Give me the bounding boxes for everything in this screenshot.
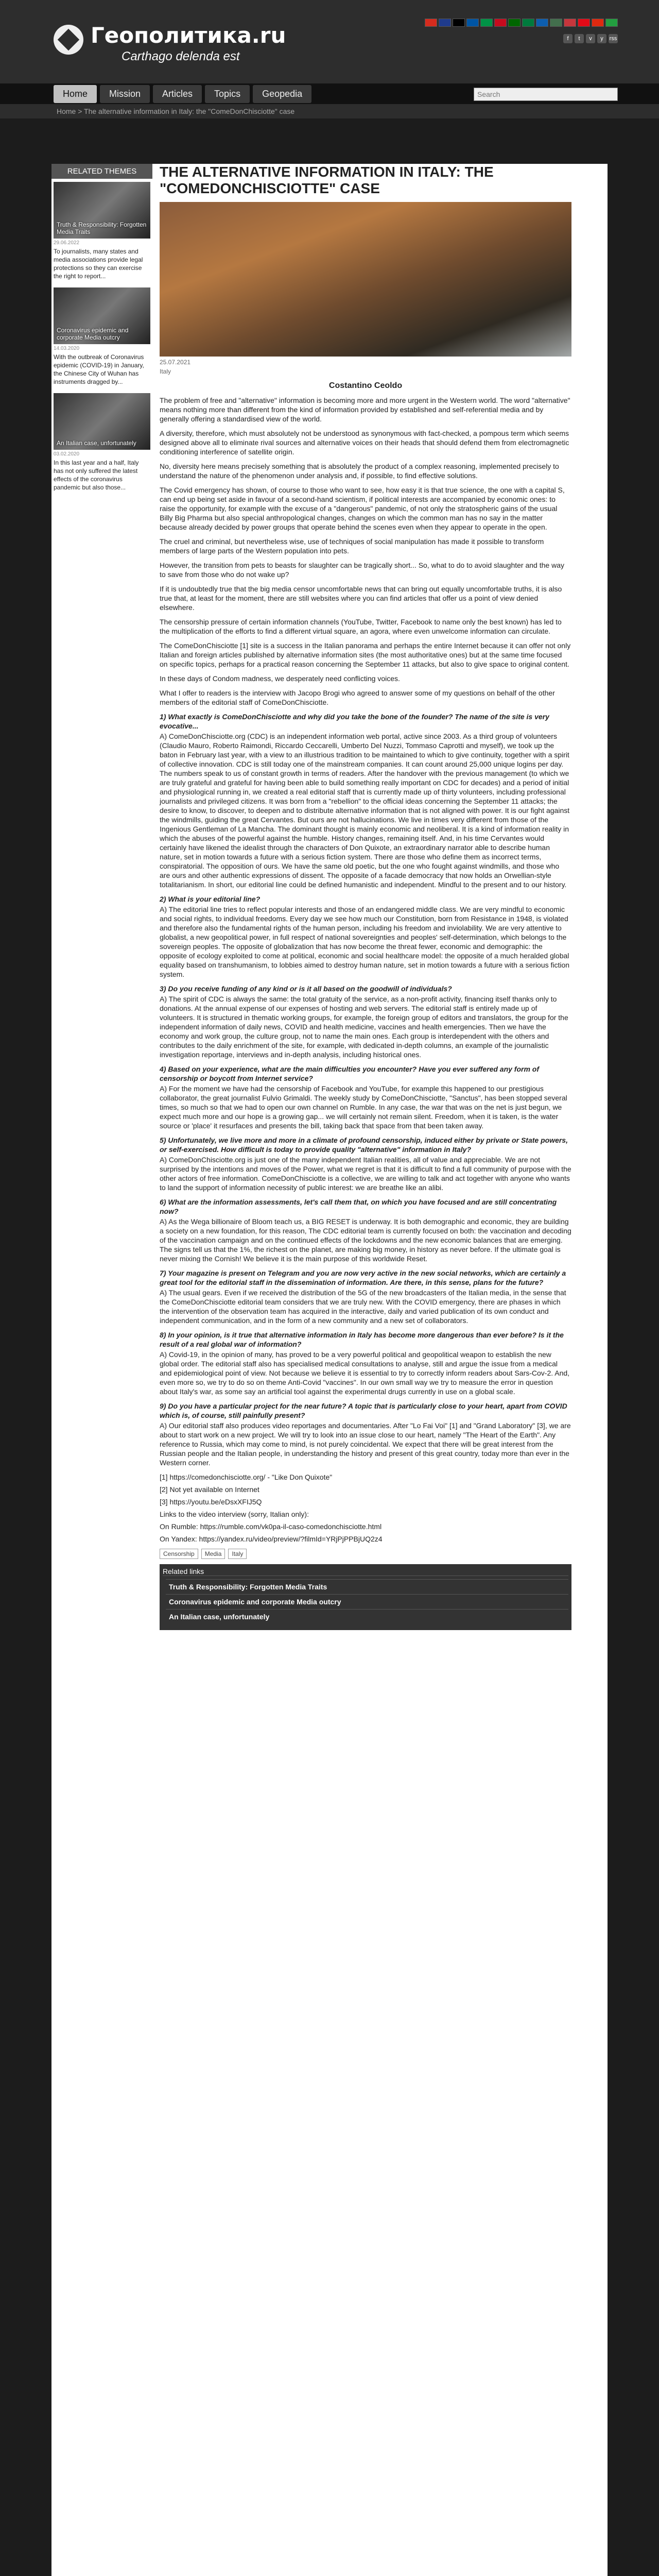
- interview-answer: A) ComeDonChisciotte.org (CDC) is an independent information web portal, active since 2003. As a third group of volunteers (Claudio Mauro, Roberto Raimondi, Riccardo Ceccarelli, Umberto Del Nuzzi, Tommaso Caprotti and myself), we took up the baton in February last year, with a view to an illustrious tradition to be maintained to which to give continuity, together with a spirit of collective innovation. CDC is still today one of the mainstream companies. It can count around 25,000 unique logins per day. The numbers speak to us of constant growth in terms of readers. After the handover with the previous management (to which we are truly grateful and grateful for having been able to build something really important on CDC for decades) and a period of initial and physiological running in, we created a real editorial staff that is currently made up of thirty volunteers, including professional journalists and privileged citizens. It was born from a "rebellion" to the official ideas concerning the September 11 attacks; the desire to know, to discover, to deepen and to distribute alternative information that is not aligned with power. It is our fight against the windmills, guiding the great Cervantes. But ours are not hallucinations. We live in times very different from those of the Ingenious Gentleman of La Mancha. The dominant thought is mainly economic and neoliberal. It is a kind of information reality in which the abuses of the powerful against the humble. History changes, remaining itself. And, in his time Cervantes would certainly have likened the idealist through the characters of Don Quixote, an extraordinary narrator able to describe human nature, set in motion towards a future with a serious fiction system. There are those who define them as incorrect terms, conspiratorial. The opposition of ours. We have the same old poetic, but the one who fought against windmills, and those who are ours and other authentic expressions of dissent. The opposite of a facade democracy that now holds an Orwellian-style totalitarianism. In short, our editorial line could be defined humanistic and independent. Mindful to the present and to our history.: [160, 732, 570, 889]
- social-f-icon[interactable]: f: [563, 34, 573, 43]
- flag-it-icon[interactable]: [480, 19, 493, 27]
- related-link[interactable]: Coronavirus epidemic and corporate Media outcry: [166, 1594, 568, 1609]
- interview-question: 6) What are the information assessments, let's call them that, on which you have focused and are still concentrating now?: [160, 1198, 557, 1215]
- interview-question: 9) Do you have a particular project for the near future? A topic that is particularly close to your heart, apart from COVID which is, of course, still painfully present?: [160, 1402, 567, 1419]
- article-paragraph: The Covid emergency has shown, of course to those who want to see, how easy it is that true science, the one with a capital S, can end up being set aside in favour of a second-hand scientism, if political interests are accompanied by economic ones: to raise the opportunity, for example with the excuse of a "dangerous" pandemic, of not only the stratospheric gains of the usual Billy Big Pharma but also special anthropological changes, changes on which the common man has no say in the matter because already decided by power groups that operate behind the scenes even when they appear to operate in the open.: [160, 486, 565, 531]
- interview-question: 1) What exactly is ComeDonChisciotte and why did you take the bone of the founder? The name of the site is very evocative...: [160, 713, 549, 730]
- article-link[interactable]: [2] Not yet available on Internet: [160, 1485, 259, 1494]
- language-flags: [425, 19, 618, 27]
- article-tag[interactable]: Media: [201, 1549, 226, 1559]
- article-link[interactable]: [3] https://youtu.be/eDsxXFIJ5Q: [160, 1498, 262, 1506]
- interview-answer: A) Our editorial staff also produces video reportages and documentaries. After "Lo Fai Voi" [1] and "Grand Laboratory" [3], we are about to start work on a new project. We will try to look into an issue close to our heart, namely "The Heart of the Earth". Any reference to Russia, which may come to mind, is not purely coincidental. We expect that there will be great interest from the Russian people and the Italian people, in understanding the history and present of this great country, today more than ever in the Western corner.: [160, 1421, 571, 1467]
- sidebar-item-date: 14.03.2020: [54, 346, 80, 351]
- flag-hu-icon[interactable]: [550, 19, 562, 27]
- social-v-icon[interactable]: v: [586, 34, 595, 43]
- sidebar-item-caption[interactable]: Coronavirus epidemic and corporate Media outcry: [57, 327, 129, 341]
- article-links: [160, 1472, 571, 1544]
- article-tags: [160, 1549, 571, 1559]
- flag-rs-icon[interactable]: [564, 19, 576, 27]
- article-paragraph: However, the transition from pets to beasts for slaughter can be tragically short... So, what to do to avoid slaughter and the way to save from those who do not wake up?: [160, 561, 564, 579]
- sidebar-item-caption[interactable]: An Italian case, unfortunately: [57, 439, 136, 447]
- article-link[interactable]: On Rumble: https://rumble.com/vk0pa-il-caso-comedonchisciotte.html: [160, 1522, 382, 1531]
- related-heading: Related links: [163, 1567, 204, 1575]
- social-t-icon[interactable]: t: [575, 34, 584, 43]
- interview-answer: A) ComeDonChisciotte.org is just one of the many independent Italian realities, all of value and appreciable. We are not surprised by the intentions and moves of the Power, what we regret is that it is difficult to find a full community of purpose with the other actors of free information. ComeDonChisciotte is a collective, we are willing to talk and act together with anyone who wants to land the support of information necessity of public interest: we are breathe like an alibi.: [160, 1156, 571, 1192]
- interview-answer: A) The usual gears. Even if we received the distribution of the 5G of the new broadcasters of the Italian media, in the sense that the ComeDonChisciotte editorial team considers that we are truly new. With the COVID emergency, there are phases in which the intervention of the observation team has acquired in the interactive, daily and varied publication of its own conduct and independent communication, and in the form of a new community and a new set of collaborators.: [160, 1289, 566, 1325]
- sidebar-item-image[interactable]: [54, 182, 150, 239]
- article-paragraph: If it is undoubtedly true that the big media censor uncomfortable news that can bring out equally uncomfortable truths, it is also true that, at least for the moment, there are still websites where you can find articles that offer us a point of view denied elsewhere.: [160, 585, 562, 612]
- sidebar-item-text: To journalists, many states and media associations provide legal protections so they can exercise the right to report...: [54, 248, 143, 280]
- interview-question: 3) Do you receive funding of any kind or is it all based on the goodwill of individuals?: [160, 985, 452, 993]
- sidebar-item[interactable]: [54, 182, 150, 280]
- nav-item-mission[interactable]: Mission: [100, 85, 150, 103]
- article-link[interactable]: [1] https://comedonchisciotte.org/ - "Like Don Quixote": [160, 1473, 333, 1481]
- interview-answer: A) For the moment we have had the censorship of Facebook and YouTube, for example this happened to our prestigious collaborator, the great journalist Fulvio Grimaldi. The weekly study by ComeDonChisciotte, "Sanctus", has been stopped several times, so much so that we had to open our own channel on Rumble. In any case, the war that was on the net is just begun, we expect much more and our hope is a growing gap... we will certainly not remain silent. Freedom, when it is taken, is the water source or 'place' it resurfaces and presents the bill, taking back that space from that been taken away.: [160, 1084, 567, 1130]
- related-link[interactable]: Truth & Responsibility: Forgotten Media Traits: [166, 1579, 568, 1594]
- interview-answer: A) As the Wega billionaire of Bloom teach us, a BIG RESET is underway. It is both demographic and economic, they are building a society on a new foundation, for this reason, The CDC editorial team is currently focused on both: the vaccination and decoding of the vaccination campaign and on the continued effects of the lockdowns and the new economic balances that are emerging. The signs tell us that the 1%, the richest on the planet, are making big money, in history as never before. If the ultimate goal is never mixing the Cornish! We believe it is the main purpose of this worldwide Reset.: [160, 1217, 571, 1263]
- article-hero-image: [160, 202, 571, 357]
- interview-answer: A) The editorial line tries to reflect popular interests and those of an endangered middle class. We are very mindful to economic and social rights, to individual freedoms. Every day we see how much our Constitution, born from Resistance in 1948, is violated and therefore also the fundamental rights of the human person, including his freedom and inviolability. We are very attentive to globalist, a new geopolitical power, in full respect of national sovereignties and peoples' self-determination, which belongs to the sovereign peoples. The opposite of globalization that has now become the threat fewer, economic and demographic: the opposite of ecology exploited to come at political, economic and social healthcare model: the opposite of a much heralded global equality based on transhumanism, to lobbies aimed to destroy human nature, set in motion towards a future with a serious fiction system.: [160, 905, 570, 978]
- related-links: [160, 1564, 571, 1630]
- breadcrumb[interactable]: Home > The alternative information in Italy: the "ComeDonChisciotte" case: [0, 104, 659, 118]
- sidebar: [51, 164, 152, 499]
- article-paragraph: In these days of Condom madness, we desperately need conflicting voices.: [160, 674, 400, 683]
- related-link[interactable]: An Italian case, unfortunately: [166, 1609, 568, 1624]
- site-header: [0, 0, 659, 83]
- site-name[interactable]: Геополитика.ru: [91, 23, 286, 48]
- interview-question: 5) Unfortunately, we live more and more in a climate of profound censorship, induced either by private or State powers, or self-exercised. How difficult is today to provide quality "alternative" information in Italy?: [160, 1136, 568, 1154]
- sidebar-item-image[interactable]: [54, 393, 150, 450]
- flag-el-icon[interactable]: [536, 19, 548, 27]
- article-link[interactable]: Links to the video interview (sorry, Italian only):: [160, 1510, 309, 1518]
- interview-answer: A) The spirit of CDC is always the same: the total gratuity of the service, as a non-profit activity, financing itself thanks only to donations. At the annual expense of our expenses of hosting and web servers. The editorial staff is entirely made up of volunteers. It is structured in thematic working groups, for example, the foreign group of editors and translators, the group for the independent information of daily news, COVID and health medicine, vaccines and health emergencies. Then we have the economy and work group, the culture group, not to name the main ones. Each group is interdependent with the others and contributes to the daily enrichment of the site, for example, with dedicated in-depth columns, an example of the journalistic investigation reportage, interviews and in-depth analysis, including historical ones.: [160, 995, 568, 1059]
- social-rss-icon[interactable]: rss: [609, 34, 618, 43]
- site-logo-icon[interactable]: [54, 25, 83, 55]
- content-area: [51, 164, 608, 2576]
- flag-en-icon[interactable]: [439, 19, 451, 27]
- social-y-icon[interactable]: y: [597, 34, 606, 43]
- flag-cn-icon[interactable]: [592, 19, 604, 27]
- sidebar-item-text: In this last year and a half, Italy has not only suffered the latest effects of the coronavirus pandemic but also those...: [54, 459, 139, 491]
- interview-question: 8) In your opinion, is it true that alternative information in Italy has become more dangerous than ever before? Is it the result of a real global war of information?: [160, 1331, 564, 1348]
- nav-item-home[interactable]: Home: [54, 85, 97, 103]
- search-input[interactable]: [474, 88, 618, 101]
- main-nav: [0, 83, 659, 104]
- article-paragraph: The problem of free and "alternative" information is becoming more and more urgent in the Western world. The word "alternative" means nothing more than different from the kind of information provided by established and self-referential media and by generally offering a standardised view of the world.: [160, 396, 570, 423]
- article-title: THE ALTERNATIVE INFORMATION IN ITALY: THE "COMEDONCHISCIOTTE" CASE: [160, 164, 494, 196]
- interview-question: 2) What is your editorial line?: [160, 895, 261, 903]
- nav-item-geopedia[interactable]: Geopedia: [253, 85, 311, 103]
- article-paragraph: The cruel and criminal, but nevertheless wise, use of techniques of social manipulation has made it possible to transform members of large parts of the Western population into pets.: [160, 537, 544, 555]
- nav-item-topics[interactable]: Topics: [205, 85, 250, 103]
- nav-item-articles[interactable]: Articles: [153, 85, 202, 103]
- interview-answer: A) Covid-19, in the opinion of many, has proved to be a very powerful political and geopolitical weapon to establish the new global order. The editorial staff also has specialised medical consultations to analyse, still and argue the issue from a medical and epidemiological point of view. Not because we believe it is essential to try to correctly inform readers about Sars-Cov-2. And, even more so, we try to do so on theme Anti-Covid "vaccines". In our own small way we try to measure the error in question about Italy's war, as some say an artificial tool against the experimental drugs currently in use on a global scale.: [160, 1350, 570, 1396]
- interview-question: 4) Based on your experience, what are the main difficulties you encounter? Have you ever suffered any form of censorship or boycott from Internet service?: [160, 1065, 540, 1082]
- sidebar-item[interactable]: [54, 393, 150, 492]
- flag-tr-icon[interactable]: [578, 19, 590, 27]
- article-paragraph: The ComeDonChisciotte [1] site is a success in the Italian panorama and perhaps the entire Internet because it can offer not only Italian and foreign articles published by alternative information sites (the most authoritative ones) but at the same time focused on specific topics, perhaps for a practical reason concerning the September 11 attacks, but also to give space to original content.: [160, 641, 571, 668]
- sidebar-heading: RELATED THEMES: [51, 164, 152, 179]
- flag-es-icon[interactable]: [494, 19, 507, 27]
- sidebar-item-date: 03.02.2020: [54, 451, 80, 457]
- article-date: 25.07.2021: [160, 359, 191, 366]
- article-tag[interactable]: Italy: [228, 1549, 247, 1559]
- flag-pt-icon[interactable]: [508, 19, 521, 27]
- flag-ir-icon[interactable]: [605, 19, 618, 27]
- flag-fr-icon[interactable]: [466, 19, 479, 27]
- sidebar-item[interactable]: [54, 287, 150, 386]
- social-links: [563, 34, 618, 43]
- article: [160, 164, 571, 1630]
- flag-ru-icon[interactable]: [425, 19, 437, 27]
- article-link[interactable]: On Yandex: https://yandex.ru/video/preview/?filmId=YRjPjPPBjUQ2z4: [160, 1535, 383, 1543]
- sidebar-item-caption[interactable]: Truth & Responsibility: Forgotten Media Traits: [57, 221, 147, 235]
- site-tagline: Carthago delenda est: [122, 49, 240, 63]
- sidebar-item-image[interactable]: [54, 287, 150, 344]
- article-category[interactable]: Italy: [160, 368, 171, 375]
- article-paragraph: The censorship pressure of certain information channels (YouTube, Twitter, Facebook to name only the best known) has led to the multiplication of the efforts to find a different virtual square, an agora, where even unwelcome information can circulate.: [160, 618, 562, 635]
- article-author[interactable]: Costantino Ceoldo: [328, 381, 403, 390]
- article-tag[interactable]: Censorship: [160, 1549, 198, 1559]
- flag-ar-icon[interactable]: [522, 19, 534, 27]
- sidebar-item-text: With the outbreak of Coronavirus epidemic (COVID-19) in January, the Chinese City of Wuhan has instruments dragged by...: [54, 353, 144, 385]
- article-paragraph: A diversity, therefore, which must absolutely not be understood as synonymous with fact-checked, a pompous term which seems designed above all to eliminate rival sources and alternative voices on their heads that should defend them from electromagnetic conditioning interference of satellite origin.: [160, 429, 569, 456]
- article-paragraph: What I offer to readers is the interview with Jacopo Brogi who agreed to answer some of my questions on behalf of the other members of the editorial staff of ComeDonChisciotte.: [160, 689, 555, 706]
- flag-de-icon[interactable]: [453, 19, 465, 27]
- sidebar-item-date: 29.06.2022: [54, 240, 80, 246]
- interview-question: 7) Your magazine is present on Telegram and you are now very active in the new social networks, which are certainly a great tool for the editorial staff in the dissemination of information. Are there, in this sense, plans for the future?: [160, 1269, 566, 1286]
- article-paragraph: No, diversity here means precisely something that is absolutely the product of a complex reasoning, implemented precisely to understand the nature of the phenomenon under analysis and, if possible, to find effective solutions.: [160, 462, 559, 480]
